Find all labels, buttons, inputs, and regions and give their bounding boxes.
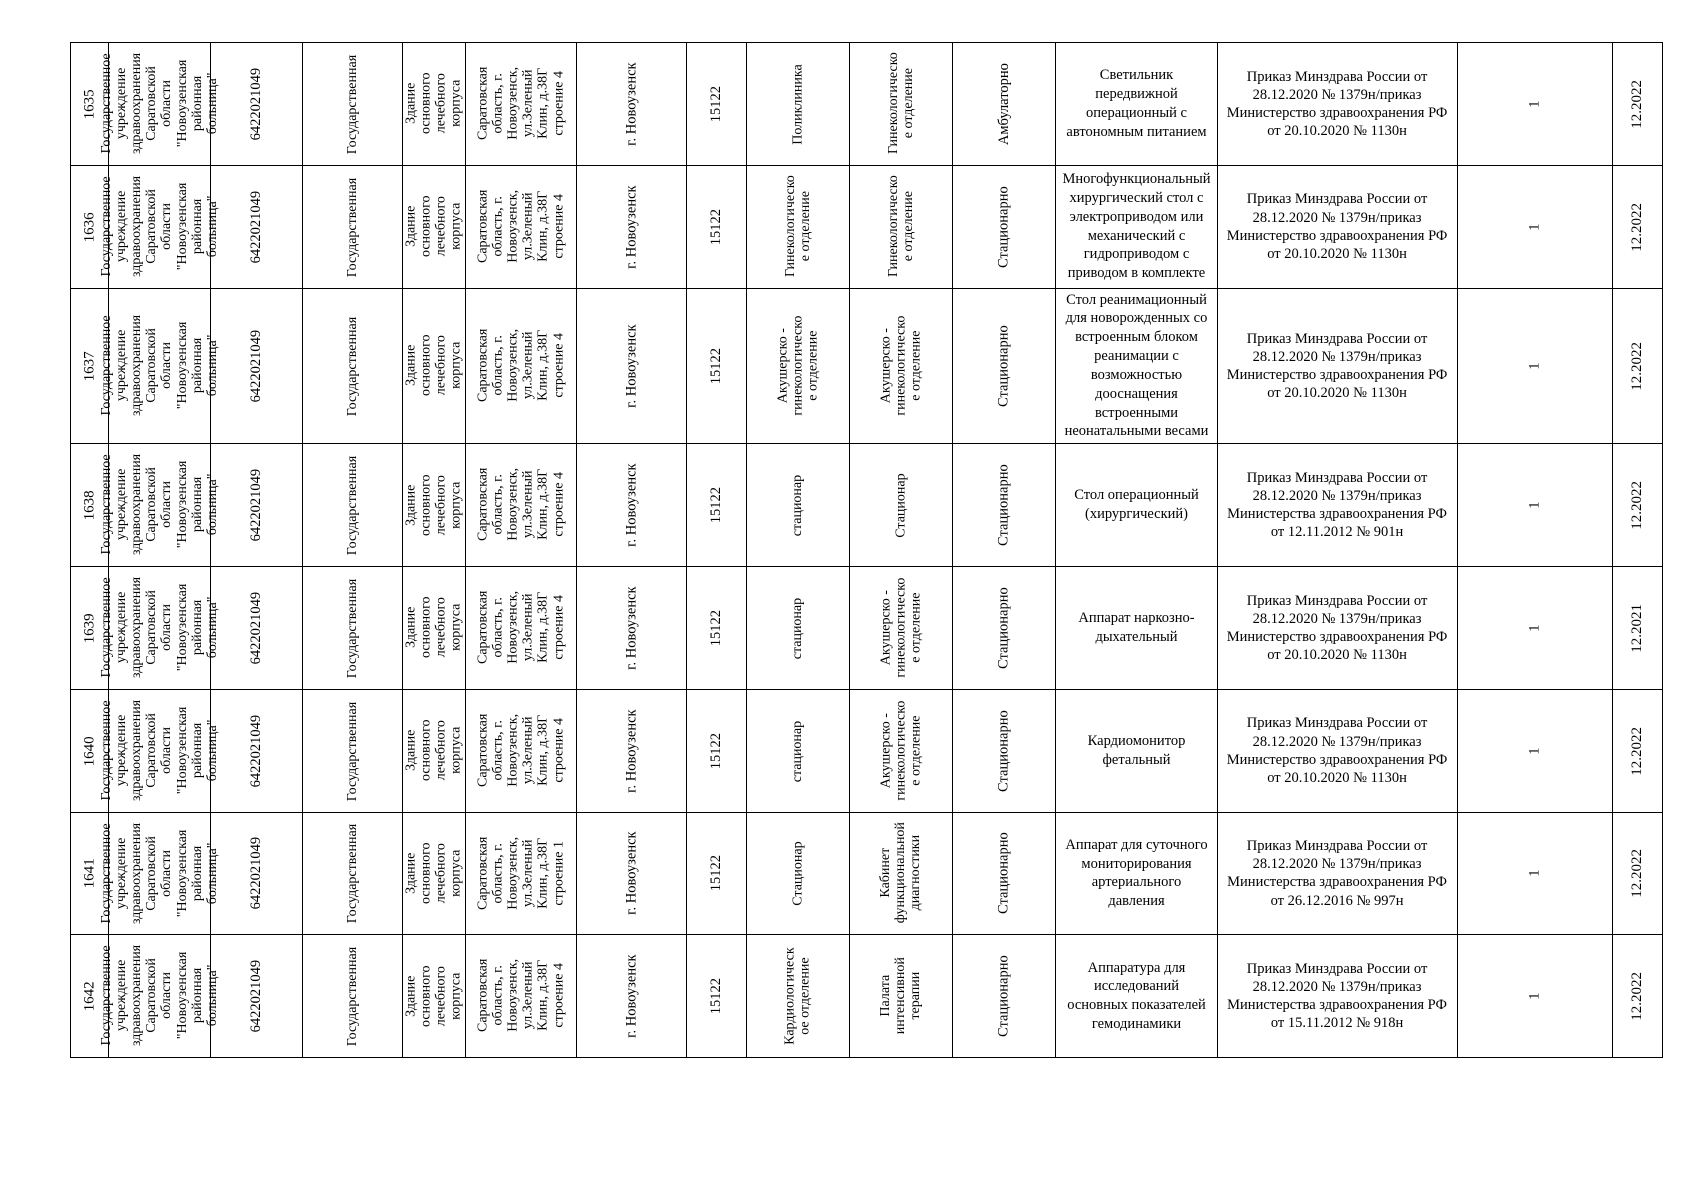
quantity-value: 1 <box>1526 624 1543 632</box>
cell-qty <box>1457 165 1613 288</box>
city-name: г. Новоузенск <box>623 463 640 547</box>
care-type: Стационарно <box>996 325 1013 407</box>
code-value: 15122 <box>708 85 725 123</box>
order-reference: Приказ Минздрава России от 28.12.2020 № 1379н/приказ Министерство здравоохранения РФ от 20.10.2020 № 1130н <box>1226 592 1448 664</box>
unit-name: Поликлиника <box>790 64 806 145</box>
cell-code <box>686 935 746 1058</box>
unit-name: стационар <box>790 475 806 537</box>
table-row <box>71 288 1697 444</box>
cell-equipment <box>1056 288 1217 444</box>
date-value: 12.2022 <box>1629 849 1646 899</box>
cell-equipment <box>1056 444 1217 567</box>
table-row <box>71 165 1697 288</box>
unit-name: Кардиологическ ое отделение <box>782 947 814 1045</box>
cell-code <box>686 689 746 812</box>
equipment-name: Светильник передвижной операционный с автономным питанием <box>1066 67 1207 140</box>
row-number: 1640 <box>81 736 98 767</box>
cell-order <box>1217 43 1457 166</box>
cell-ownership <box>302 165 402 288</box>
cell-code <box>686 43 746 166</box>
ownership-type: Государственная <box>344 947 360 1047</box>
cell-inn <box>211 935 302 1058</box>
cell-date <box>1613 689 1663 812</box>
cell-code <box>686 444 746 567</box>
equipment-name: Аппаратура для исследований основных показателей гемодинамики <box>1067 959 1206 1033</box>
cell-inn <box>211 43 302 166</box>
cell-building <box>403 43 466 166</box>
address-text: Саратовская область, г. Новоузенск, ул.Зеленый Клин, д.38Г строение 4 <box>475 468 567 542</box>
quantity-value: 1 <box>1526 747 1543 755</box>
cell-unit <box>747 689 850 812</box>
city-name: г. Новоузенск <box>623 954 640 1039</box>
institution-name: Государственное учреждение здравоохранения Саратовской области "Новоузенская районная больница" <box>99 52 221 154</box>
cell-date <box>1613 567 1663 690</box>
cell-equipment <box>1056 567 1217 690</box>
city-name: г. Новоузенск <box>623 62 640 146</box>
institution-name: Государственное учреждение здравоохранения Саратовской области "Новоузенская районная больница" <box>99 576 221 679</box>
order-reference: Приказ Минздрава России от 28.12.2020 № 1379н/приказ Министерство здравоохранения РФ от 20.10.2020 № 1130н <box>1226 330 1448 402</box>
cell-address <box>465 288 576 444</box>
building-name: Здание основного лечебного корпуса <box>403 596 464 659</box>
cell-inn <box>211 689 302 812</box>
city-name: г. Новоузенск <box>623 709 640 793</box>
ownership-type: Государственная <box>344 316 360 417</box>
equipment-table <box>70 42 1697 1058</box>
cell-code <box>686 165 746 288</box>
cell-care <box>952 43 1056 166</box>
inn-value: 6422021049 <box>248 591 265 665</box>
cell-department <box>849 444 952 567</box>
cell-unit <box>747 812 850 935</box>
institution-name: Государственное учреждение здравоохранения Саратовской области "Новоузенская районная больница" <box>99 454 221 556</box>
cell-address <box>465 444 576 567</box>
order-reference: Приказ Минздрава России от 28.12.2020 № 1379н/приказ Министерство здравоохранения РФ от 20.10.2020 № 1130н <box>1226 715 1448 786</box>
cell-inn <box>211 444 302 567</box>
order-reference: Приказ Минздрава России от 28.12.2020 № 1379н/приказ Министерство здравоохранения РФ от 20.10.2020 № 1130н <box>1226 68 1448 139</box>
cell-equipment <box>1056 935 1217 1058</box>
cell-qty <box>1457 43 1613 166</box>
quantity-value: 1 <box>1526 223 1543 231</box>
equipment-name: Аппарат наркозно-дыхательный <box>1078 610 1195 645</box>
cell-order <box>1217 288 1457 444</box>
cell-equipment <box>1056 812 1217 935</box>
care-type: Стационарно <box>996 464 1013 547</box>
cell-building <box>403 689 466 812</box>
city-name: г. Новоузенск <box>623 831 640 916</box>
department-name: Кабинет функциональной диагностики <box>878 822 924 924</box>
cell-institution <box>99 165 221 288</box>
ownership-type: Государственная <box>344 456 360 556</box>
cell-city <box>577 165 687 288</box>
cell-building <box>403 165 466 288</box>
care-type: Стационарно <box>996 185 1013 268</box>
cell-code <box>686 288 746 444</box>
cell-address <box>465 935 576 1058</box>
inn-value: 6422021049 <box>248 960 265 1033</box>
cell-date <box>1613 43 1663 166</box>
unit-name: стационар <box>790 720 806 782</box>
unit-name: Стационар <box>790 841 806 907</box>
ownership-type: Государственная <box>344 701 360 801</box>
institution-name: Государственное учреждение здравоохранения Саратовской области "Новоузенская районная больница" <box>99 314 221 417</box>
cell-building <box>403 288 466 444</box>
address-text: Саратовская область, г. Новоузенск, ул.Зеленый Клин, д.38Г строение 4 <box>475 713 567 787</box>
institution-name: Государственное учреждение здравоохранения Саратовской области "Новоузенская районная больница" <box>99 175 221 277</box>
unit-name: Гинекологическо е отделение <box>782 175 814 278</box>
row-number: 1642 <box>81 981 98 1012</box>
equipment-name: Стол реанимационный для новорожденных со встроенным блоком реанимации с возможностью дооснащения встроенными неонатальными весами <box>1064 291 1209 440</box>
cell-department <box>849 165 952 288</box>
table-row <box>71 567 1697 690</box>
department-name: Акушерско - гинекологическо е отделение <box>878 577 924 678</box>
address-text: Саратовская область, г. Новоузенск, ул.Зеленый Клин, д.38Г строение 4 <box>475 189 567 263</box>
care-type: Амбулаторно <box>996 62 1013 146</box>
cell-building <box>403 444 466 567</box>
cell-unit <box>747 43 850 166</box>
cell-address <box>465 567 576 690</box>
building-name: Здание основного лечебного корпуса <box>403 334 464 397</box>
building-name: Здание основного лечебного корпуса <box>403 842 464 904</box>
cell-care <box>952 689 1056 812</box>
cell-care <box>952 288 1056 444</box>
cell-department <box>849 567 952 690</box>
row-number: 1636 <box>81 212 98 243</box>
table-row <box>71 689 1697 812</box>
building-name: Здание основного лечебного корпуса <box>403 72 464 135</box>
ownership-type: Государственная <box>344 177 360 277</box>
inn-value: 6422021049 <box>248 469 265 542</box>
cell-institution <box>99 444 221 567</box>
cell-institution <box>99 567 221 690</box>
cell-care <box>952 567 1056 690</box>
building-name: Здание основного лечебного корпуса <box>403 719 464 782</box>
code-value: 15122 <box>708 208 725 245</box>
date-value: 12.2022 <box>1629 726 1646 776</box>
row-number: 1639 <box>81 613 98 644</box>
cell-address <box>465 43 576 166</box>
institution-name: Государственное учреждение здравоохранения Саратовской области "Новоузенская районная больница" <box>99 945 221 1047</box>
cell-building <box>403 812 466 935</box>
date-value: 12.2022 <box>1629 481 1646 530</box>
ownership-type: Государственная <box>344 824 360 924</box>
address-text: Саратовская область, г. Новоузенск, ул.Зеленый Клин, д.38Г строение 4 <box>475 959 567 1033</box>
equipment-name: Многофункциональный хирургический стол с электроприводом или механический с гидроприводом с приводом в комплекте <box>1062 171 1211 282</box>
cell-care <box>952 812 1056 935</box>
cell-date <box>1613 288 1663 444</box>
unit-name: стационар <box>790 597 806 660</box>
cell-code <box>686 812 746 935</box>
cell-city <box>577 567 687 690</box>
institution-name: Государственное учреждение здравоохранения Саратовской области "Новоузенская районная больница" <box>99 822 221 924</box>
cell-order <box>1217 444 1457 567</box>
inn-value: 6422021049 <box>248 67 265 141</box>
cell-ownership <box>302 43 402 166</box>
cell-date <box>1613 935 1663 1058</box>
city-name: г. Новоузенск <box>623 586 640 670</box>
equipment-name: Стол операционный (хирургический) <box>1074 487 1199 523</box>
cell-institution <box>99 812 221 935</box>
inn-value: 6422021049 <box>248 837 265 910</box>
order-reference: Приказ Минздрава России от 28.12.2020 № 1379н/приказ Министерства здравоохранения РФ от 26.12.2016 № 997н <box>1227 838 1447 909</box>
code-value: 15122 <box>708 978 725 1015</box>
cell-address <box>465 689 576 812</box>
cell-ownership <box>302 444 402 567</box>
department-name: Стационар <box>893 473 909 538</box>
cell-order <box>1217 935 1457 1058</box>
cell-city <box>577 288 687 444</box>
department-name: Палата интенсивной терапии <box>878 957 924 1035</box>
date-value: 12.2022 <box>1629 202 1646 252</box>
cell-qty <box>1457 288 1613 444</box>
cell-care <box>952 935 1056 1058</box>
building-name: Здание основного лечебного корпуса <box>403 965 464 1027</box>
cell-order <box>1217 165 1457 288</box>
cell-qty <box>1457 444 1613 567</box>
cell-equipment <box>1056 689 1217 812</box>
quantity-value: 1 <box>1526 362 1543 370</box>
care-type: Стационарно <box>996 955 1013 1038</box>
table-row <box>71 935 1697 1058</box>
cell-ownership <box>302 288 402 444</box>
row-number: 1635 <box>81 89 98 120</box>
city-name: г. Новоузенск <box>623 185 640 269</box>
order-reference: Приказ Минздрава России от 28.12.2020 № 1379н/приказ Министерства здравоохранения РФ от 15.11.2012 № 918н <box>1227 960 1447 1032</box>
cell-order <box>1217 812 1457 935</box>
cell-department <box>849 812 952 935</box>
department-name: Акушерско - гинекологическо е отделение <box>878 315 924 416</box>
cell-qty <box>1457 567 1613 690</box>
cell-unit <box>747 444 850 567</box>
cell-care <box>952 165 1056 288</box>
ownership-type: Государственная <box>344 578 360 679</box>
cell-date <box>1613 444 1663 567</box>
ownership-type: Государственная <box>344 54 360 155</box>
cell-institution <box>99 935 221 1058</box>
quantity-value: 1 <box>1526 992 1543 1000</box>
cell-department <box>849 935 952 1058</box>
cell-institution <box>99 689 221 812</box>
cell-unit <box>747 567 850 690</box>
cell-inn <box>211 165 302 288</box>
cell-unit <box>747 288 850 444</box>
row-number: 1637 <box>81 351 98 382</box>
cell-ownership <box>302 567 402 690</box>
order-reference: Приказ Минздрава России от 28.12.2020 № 1379н/приказ Министерство здравоохранения РФ от 20.10.2020 № 1130н <box>1226 191 1448 262</box>
cell-ownership <box>302 689 402 812</box>
date-value: 12.2021 <box>1629 603 1646 653</box>
cell-city <box>577 812 687 935</box>
cell-department <box>849 288 952 444</box>
building-name: Здание основного лечебного корпуса <box>403 195 464 257</box>
cell-city <box>577 689 687 812</box>
address-text: Саратовская область, г. Новоузенск, ул.Зеленый Клин, д.38Г строение 1 <box>475 836 567 910</box>
cell-qty <box>1457 935 1613 1058</box>
cell-building <box>403 935 466 1058</box>
table-row <box>71 444 1697 567</box>
cell-unit <box>747 935 850 1058</box>
cell-institution <box>99 288 221 444</box>
cell-order <box>1217 567 1457 690</box>
date-value: 12.2022 <box>1629 79 1646 129</box>
code-value: 15122 <box>708 855 725 892</box>
care-type: Стационарно <box>996 709 1013 792</box>
cell-date <box>1613 165 1663 288</box>
unit-name: Акушерско - гинекологическо е отделение <box>775 315 821 416</box>
cell-institution <box>99 43 221 166</box>
city-name: г. Новоузенск <box>623 324 640 408</box>
cell-inn <box>211 288 302 444</box>
department-name: Гинекологическо е отделение <box>885 175 916 278</box>
address-text: Саратовская область, г. Новоузенск, ул.Зеленый Клин, д.38Г строение 4 <box>475 66 567 141</box>
cell-ownership <box>302 812 402 935</box>
care-type: Стационарно <box>996 832 1013 915</box>
equipment-name: Аппарат для суточного мониторирования артериального давления <box>1065 836 1208 910</box>
table-row <box>71 812 1697 935</box>
inn-value: 6422021049 <box>248 714 265 788</box>
department-name: Акушерско - гинекологическо е отделение <box>878 700 924 801</box>
cell-date <box>1613 812 1663 935</box>
department-name: Гинекологическо е отделение <box>885 52 916 155</box>
address-text: Саратовская область, г. Новоузенск, ул.Зеленый Клин, д.38Г строение 4 <box>475 328 567 403</box>
equipment-name: Кардиомонитор фетальный <box>1087 732 1186 768</box>
table-body <box>71 43 1697 1058</box>
cell-equipment <box>1056 43 1217 166</box>
code-value: 15122 <box>708 732 725 769</box>
institution-name: Государственное учреждение здравоохранения Саратовской области "Новоузенская районная больница" <box>99 699 221 801</box>
order-reference: Приказ Минздрава России от 28.12.2020 № 1379н/приказ Министерства здравоохранения РФ от 12.11.2012 № 901н <box>1227 469 1447 541</box>
code-value: 15122 <box>708 487 725 524</box>
code-value: 15122 <box>708 609 725 647</box>
quantity-value: 1 <box>1526 501 1543 509</box>
cell-address <box>465 165 576 288</box>
inn-value: 6422021049 <box>248 190 265 264</box>
quantity-value: 1 <box>1526 869 1543 878</box>
cell-qty <box>1457 812 1613 935</box>
row-number: 1638 <box>81 490 98 521</box>
cell-unit <box>747 165 850 288</box>
cell-city <box>577 444 687 567</box>
address-text: Саратовская область, г. Новоузенск, ул.Зеленый Клин, д.38Г строение 4 <box>475 590 567 665</box>
cell-equipment <box>1056 165 1217 288</box>
care-type: Стационарно <box>996 587 1013 669</box>
cell-city <box>577 43 687 166</box>
cell-department <box>849 43 952 166</box>
code-value: 15122 <box>708 347 725 385</box>
date-value: 12.2022 <box>1629 341 1646 391</box>
cell-city <box>577 935 687 1058</box>
table-row <box>71 43 1697 166</box>
cell-address <box>465 812 576 935</box>
quantity-value: 1 <box>1526 100 1543 108</box>
cell-inn <box>211 567 302 690</box>
cell-qty <box>1457 689 1613 812</box>
cell-code <box>686 567 746 690</box>
inn-value: 6422021049 <box>248 329 265 403</box>
date-value: 12.2022 <box>1629 972 1646 1021</box>
cell-ownership <box>302 935 402 1058</box>
cell-order <box>1217 689 1457 812</box>
cell-department <box>849 689 952 812</box>
cell-building <box>403 567 466 690</box>
building-name: Здание основного лечебного корпуса <box>403 473 464 536</box>
cell-care <box>952 444 1056 567</box>
cell-inn <box>211 812 302 935</box>
row-number: 1641 <box>81 858 98 889</box>
